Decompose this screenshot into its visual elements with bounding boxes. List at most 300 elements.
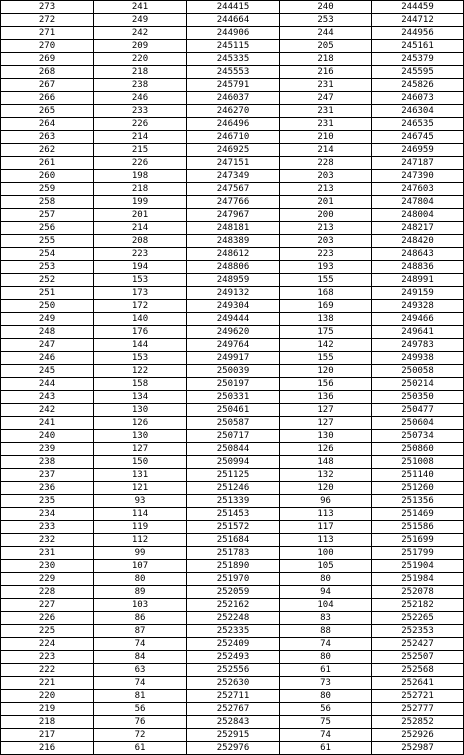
table-row [1, 209, 464, 222]
score-cell: 243 [1, 391, 94, 404]
cumulative-b-cell: 251260 [372, 482, 464, 495]
cumulative-b-cell: 249641 [372, 326, 464, 339]
score-cell: 238 [1, 456, 94, 469]
cumulative-b-cell: 252182 [372, 599, 464, 612]
count-a-cell: 114 [94, 508, 187, 521]
count-b-cell: 231 [280, 79, 372, 92]
table-row [1, 274, 464, 287]
count-a-cell: 194 [94, 261, 187, 274]
count-a-cell: 226 [94, 118, 187, 131]
score-cell: 268 [1, 66, 94, 79]
cumulative-a-cell: 244415 [187, 1, 280, 14]
table-row [1, 235, 464, 248]
cumulative-b-cell: 250058 [372, 365, 464, 378]
table-row [1, 261, 464, 274]
count-a-cell: 246 [94, 92, 187, 105]
count-b-cell: 80 [280, 573, 372, 586]
score-cell: 232 [1, 534, 94, 547]
table-row [1, 326, 464, 339]
count-b-cell: 126 [280, 443, 372, 456]
count-a-cell: 199 [94, 196, 187, 209]
cumulative-a-cell: 251970 [187, 573, 280, 586]
table-row [1, 391, 464, 404]
count-a-cell: 131 [94, 469, 187, 482]
cumulative-b-cell: 251699 [372, 534, 464, 547]
score-cell: 252 [1, 274, 94, 287]
score-cell: 226 [1, 612, 94, 625]
score-cell: 242 [1, 404, 94, 417]
count-a-cell: 198 [94, 170, 187, 183]
table-row [1, 40, 464, 53]
score-cell: 237 [1, 469, 94, 482]
table-row [1, 14, 464, 27]
score-cell: 228 [1, 586, 94, 599]
score-cell: 271 [1, 27, 94, 40]
count-a-cell: 61 [94, 742, 187, 755]
count-b-cell: 231 [280, 118, 372, 131]
cumulative-a-cell: 250461 [187, 404, 280, 417]
count-a-cell: 223 [94, 248, 187, 261]
cumulative-a-cell: 250717 [187, 430, 280, 443]
table-row [1, 703, 464, 716]
table-row [1, 664, 464, 677]
cumulative-b-cell: 252852 [372, 716, 464, 729]
score-cell: 235 [1, 495, 94, 508]
cumulative-b-cell: 251469 [372, 508, 464, 521]
count-a-cell: 242 [94, 27, 187, 40]
table-row [1, 404, 464, 417]
count-b-cell: 214 [280, 144, 372, 157]
table-body [1, 1, 464, 755]
count-b-cell: 200 [280, 209, 372, 222]
cumulative-a-cell: 247151 [187, 157, 280, 170]
cumulative-a-cell: 245553 [187, 66, 280, 79]
table-row [1, 79, 464, 92]
count-b-cell: 223 [280, 248, 372, 261]
count-b-cell: 175 [280, 326, 372, 339]
cumulative-b-cell: 248643 [372, 248, 464, 261]
score-cell: 233 [1, 521, 94, 534]
count-a-cell: 107 [94, 560, 187, 573]
cumulative-b-cell: 249466 [372, 313, 464, 326]
table-row [1, 508, 464, 521]
score-cell: 224 [1, 638, 94, 651]
count-a-cell: 89 [94, 586, 187, 599]
cumulative-b-cell: 252265 [372, 612, 464, 625]
cumulative-a-cell: 252556 [187, 664, 280, 677]
count-b-cell: 80 [280, 690, 372, 703]
table-row [1, 495, 464, 508]
score-cell: 264 [1, 118, 94, 131]
count-b-cell: 88 [280, 625, 372, 638]
cumulative-a-cell: 252767 [187, 703, 280, 716]
cumulative-a-cell: 248806 [187, 261, 280, 274]
table-row [1, 313, 464, 326]
cumulative-b-cell: 249159 [372, 287, 464, 300]
cumulative-a-cell: 252162 [187, 599, 280, 612]
cumulative-a-cell: 251572 [187, 521, 280, 534]
cumulative-b-cell: 252507 [372, 651, 464, 664]
table-row [1, 560, 464, 573]
count-b-cell: 136 [280, 391, 372, 404]
cumulative-a-cell: 248959 [187, 274, 280, 287]
cumulative-b-cell: 252427 [372, 638, 464, 651]
cumulative-b-cell: 251008 [372, 456, 464, 469]
cumulative-a-cell: 252335 [187, 625, 280, 638]
table-row [1, 547, 464, 560]
cumulative-b-cell: 246535 [372, 118, 464, 131]
score-cell: 234 [1, 508, 94, 521]
cumulative-a-cell: 249132 [187, 287, 280, 300]
count-a-cell: 226 [94, 157, 187, 170]
cumulative-b-cell: 246745 [372, 131, 464, 144]
count-a-cell: 127 [94, 443, 187, 456]
table-row [1, 625, 464, 638]
count-a-cell: 80 [94, 573, 187, 586]
count-b-cell: 244 [280, 27, 372, 40]
table-row [1, 482, 464, 495]
score-cell: 225 [1, 625, 94, 638]
count-b-cell: 203 [280, 170, 372, 183]
table-row [1, 677, 464, 690]
count-b-cell: 193 [280, 261, 372, 274]
count-b-cell: 247 [280, 92, 372, 105]
count-b-cell: 155 [280, 352, 372, 365]
cumulative-a-cell: 251246 [187, 482, 280, 495]
table-row [1, 131, 464, 144]
table-row [1, 339, 464, 352]
cumulative-b-cell: 247187 [372, 157, 464, 170]
count-b-cell: 201 [280, 196, 372, 209]
cumulative-b-cell: 251140 [372, 469, 464, 482]
cumulative-a-cell: 251890 [187, 560, 280, 573]
score-cell: 255 [1, 235, 94, 248]
cumulative-b-cell: 249938 [372, 352, 464, 365]
count-b-cell: 73 [280, 677, 372, 690]
table-row [1, 183, 464, 196]
cumulative-a-cell: 244906 [187, 27, 280, 40]
cumulative-b-cell: 245161 [372, 40, 464, 53]
cumulative-a-cell: 250331 [187, 391, 280, 404]
table-row [1, 378, 464, 391]
cumulative-a-cell: 247349 [187, 170, 280, 183]
count-a-cell: 63 [94, 664, 187, 677]
table-row [1, 287, 464, 300]
score-cell: 260 [1, 170, 94, 183]
count-a-cell: 241 [94, 1, 187, 14]
count-a-cell: 119 [94, 521, 187, 534]
count-b-cell: 120 [280, 365, 372, 378]
table-row [1, 144, 464, 157]
table-row [1, 118, 464, 131]
table-row [1, 456, 464, 469]
cumulative-b-cell: 251904 [372, 560, 464, 573]
count-b-cell: 100 [280, 547, 372, 560]
cumulative-a-cell: 248389 [187, 235, 280, 248]
score-cell: 217 [1, 729, 94, 742]
cumulative-a-cell: 246037 [187, 92, 280, 105]
count-b-cell: 113 [280, 508, 372, 521]
cumulative-a-cell: 247567 [187, 183, 280, 196]
count-a-cell: 84 [94, 651, 187, 664]
cumulative-b-cell: 246959 [372, 144, 464, 157]
table-row [1, 534, 464, 547]
cumulative-b-cell: 244956 [372, 27, 464, 40]
cumulative-a-cell: 252059 [187, 586, 280, 599]
count-a-cell: 87 [94, 625, 187, 638]
count-a-cell: 72 [94, 729, 187, 742]
cumulative-b-cell: 248004 [372, 209, 464, 222]
score-cell: 256 [1, 222, 94, 235]
count-a-cell: 150 [94, 456, 187, 469]
cumulative-b-cell: 251586 [372, 521, 464, 534]
count-a-cell: 76 [94, 716, 187, 729]
table-row [1, 417, 464, 430]
count-b-cell: 155 [280, 274, 372, 287]
cumulative-a-cell: 248612 [187, 248, 280, 261]
score-cell: 267 [1, 79, 94, 92]
count-b-cell: 148 [280, 456, 372, 469]
count-a-cell: 153 [94, 274, 187, 287]
score-cell: 216 [1, 742, 94, 755]
count-b-cell: 168 [280, 287, 372, 300]
cumulative-b-cell: 250860 [372, 443, 464, 456]
count-a-cell: 153 [94, 352, 187, 365]
count-a-cell: 134 [94, 391, 187, 404]
count-a-cell: 214 [94, 222, 187, 235]
table-row [1, 443, 464, 456]
cumulative-b-cell: 246073 [372, 92, 464, 105]
cumulative-a-cell: 251125 [187, 469, 280, 482]
table-row [1, 599, 464, 612]
cumulative-b-cell: 250604 [372, 417, 464, 430]
count-b-cell: 75 [280, 716, 372, 729]
cumulative-b-cell: 252926 [372, 729, 464, 742]
count-a-cell: 172 [94, 300, 187, 313]
score-cell: 247 [1, 339, 94, 352]
score-cell: 258 [1, 196, 94, 209]
count-b-cell: 156 [280, 378, 372, 391]
cumulative-b-cell: 248217 [372, 222, 464, 235]
cumulative-a-cell: 250039 [187, 365, 280, 378]
count-a-cell: 218 [94, 66, 187, 79]
count-a-cell: 99 [94, 547, 187, 560]
cumulative-a-cell: 245115 [187, 40, 280, 53]
count-b-cell: 203 [280, 235, 372, 248]
count-a-cell: 201 [94, 209, 187, 222]
count-b-cell: 142 [280, 339, 372, 352]
table-row [1, 742, 464, 755]
score-cell: 229 [1, 573, 94, 586]
table-row [1, 612, 464, 625]
cumulative-a-cell: 250844 [187, 443, 280, 456]
cumulative-b-cell: 251356 [372, 495, 464, 508]
cumulative-b-cell: 251799 [372, 547, 464, 560]
count-b-cell: 117 [280, 521, 372, 534]
score-cell: 254 [1, 248, 94, 261]
score-cell: 244 [1, 378, 94, 391]
count-a-cell: 220 [94, 53, 187, 66]
count-a-cell: 93 [94, 495, 187, 508]
cumulative-a-cell: 250587 [187, 417, 280, 430]
score-cell: 239 [1, 443, 94, 456]
score-cell: 265 [1, 105, 94, 118]
cumulative-b-cell: 247804 [372, 196, 464, 209]
cumulative-b-cell: 252078 [372, 586, 464, 599]
count-b-cell: 228 [280, 157, 372, 170]
cumulative-a-cell: 249620 [187, 326, 280, 339]
cumulative-a-cell: 252248 [187, 612, 280, 625]
score-cell: 230 [1, 560, 94, 573]
count-b-cell: 105 [280, 560, 372, 573]
score-cell: 270 [1, 40, 94, 53]
cumulative-b-cell: 250477 [372, 404, 464, 417]
count-a-cell: 140 [94, 313, 187, 326]
score-cell: 223 [1, 651, 94, 664]
count-a-cell: 144 [94, 339, 187, 352]
table-row [1, 352, 464, 365]
table-row [1, 92, 464, 105]
cumulative-a-cell: 249444 [187, 313, 280, 326]
count-a-cell: 130 [94, 430, 187, 443]
score-cell: 220 [1, 690, 94, 703]
count-b-cell: 94 [280, 586, 372, 599]
count-a-cell: 126 [94, 417, 187, 430]
score-cell: 221 [1, 677, 94, 690]
count-b-cell: 169 [280, 300, 372, 313]
cumulative-a-cell: 252915 [187, 729, 280, 742]
score-cell: 219 [1, 703, 94, 716]
count-a-cell: 158 [94, 378, 187, 391]
count-b-cell: 96 [280, 495, 372, 508]
count-a-cell: 249 [94, 14, 187, 27]
table-row [1, 365, 464, 378]
table-row [1, 222, 464, 235]
cumulative-a-cell: 245335 [187, 53, 280, 66]
count-a-cell: 86 [94, 612, 187, 625]
cumulative-b-cell: 248420 [372, 235, 464, 248]
table-row [1, 1, 464, 14]
table-row [1, 105, 464, 118]
count-b-cell: 104 [280, 599, 372, 612]
cumulative-b-cell: 249328 [372, 300, 464, 313]
count-b-cell: 56 [280, 703, 372, 716]
table-row [1, 27, 464, 40]
score-cell: 249 [1, 313, 94, 326]
count-b-cell: 113 [280, 534, 372, 547]
count-b-cell: 213 [280, 222, 372, 235]
score-cell: 263 [1, 131, 94, 144]
cumulative-a-cell: 252711 [187, 690, 280, 703]
count-b-cell: 120 [280, 482, 372, 495]
cumulative-a-cell: 246710 [187, 131, 280, 144]
count-b-cell: 61 [280, 664, 372, 677]
score-cell: 222 [1, 664, 94, 677]
cumulative-a-cell: 251339 [187, 495, 280, 508]
table-row [1, 573, 464, 586]
cumulative-a-cell: 250994 [187, 456, 280, 469]
table-row [1, 53, 464, 66]
cumulative-a-cell: 251684 [187, 534, 280, 547]
count-a-cell: 209 [94, 40, 187, 53]
table-row [1, 729, 464, 742]
cumulative-a-cell: 247766 [187, 196, 280, 209]
count-b-cell: 218 [280, 53, 372, 66]
cumulative-b-cell: 247390 [372, 170, 464, 183]
cumulative-a-cell: 252843 [187, 716, 280, 729]
count-b-cell: 74 [280, 638, 372, 651]
score-cell: 272 [1, 14, 94, 27]
count-a-cell: 56 [94, 703, 187, 716]
score-cell: 251 [1, 287, 94, 300]
cumulative-b-cell: 250350 [372, 391, 464, 404]
score-cell: 257 [1, 209, 94, 222]
count-a-cell: 238 [94, 79, 187, 92]
cumulative-b-cell: 249783 [372, 339, 464, 352]
score-cell: 253 [1, 261, 94, 274]
count-a-cell: 215 [94, 144, 187, 157]
count-a-cell: 233 [94, 105, 187, 118]
cumulative-a-cell: 251453 [187, 508, 280, 521]
count-b-cell: 213 [280, 183, 372, 196]
table-row [1, 638, 464, 651]
score-cell: 273 [1, 1, 94, 14]
cumulative-a-cell: 245791 [187, 79, 280, 92]
count-b-cell: 130 [280, 430, 372, 443]
score-cell: 246 [1, 352, 94, 365]
cumulative-b-cell: 252777 [372, 703, 464, 716]
count-a-cell: 130 [94, 404, 187, 417]
table-row [1, 521, 464, 534]
count-b-cell: 127 [280, 404, 372, 417]
count-b-cell: 74 [280, 729, 372, 742]
cumulative-b-cell: 246304 [372, 105, 464, 118]
score-cell: 241 [1, 417, 94, 430]
cumulative-b-cell: 252568 [372, 664, 464, 677]
cumulative-a-cell: 244664 [187, 14, 280, 27]
cumulative-b-cell: 248836 [372, 261, 464, 274]
table-row [1, 469, 464, 482]
table-row [1, 196, 464, 209]
count-a-cell: 214 [94, 131, 187, 144]
cumulative-b-cell: 245379 [372, 53, 464, 66]
score-cell: 269 [1, 53, 94, 66]
count-b-cell: 132 [280, 469, 372, 482]
score-cell: 240 [1, 430, 94, 443]
count-a-cell: 121 [94, 482, 187, 495]
count-a-cell: 208 [94, 235, 187, 248]
cumulative-a-cell: 247967 [187, 209, 280, 222]
cumulative-a-cell: 246270 [187, 105, 280, 118]
score-cell: 227 [1, 599, 94, 612]
count-b-cell: 253 [280, 14, 372, 27]
cumulative-a-cell: 252409 [187, 638, 280, 651]
table-row [1, 651, 464, 664]
count-b-cell: 80 [280, 651, 372, 664]
count-b-cell: 127 [280, 417, 372, 430]
count-b-cell: 240 [280, 1, 372, 14]
table-row [1, 170, 464, 183]
cumulative-b-cell: 248991 [372, 274, 464, 287]
table-row [1, 248, 464, 261]
cumulative-b-cell: 252353 [372, 625, 464, 638]
count-b-cell: 205 [280, 40, 372, 53]
score-cell: 266 [1, 92, 94, 105]
score-cell: 259 [1, 183, 94, 196]
score-cell: 262 [1, 144, 94, 157]
count-a-cell: 122 [94, 365, 187, 378]
score-cell: 245 [1, 365, 94, 378]
